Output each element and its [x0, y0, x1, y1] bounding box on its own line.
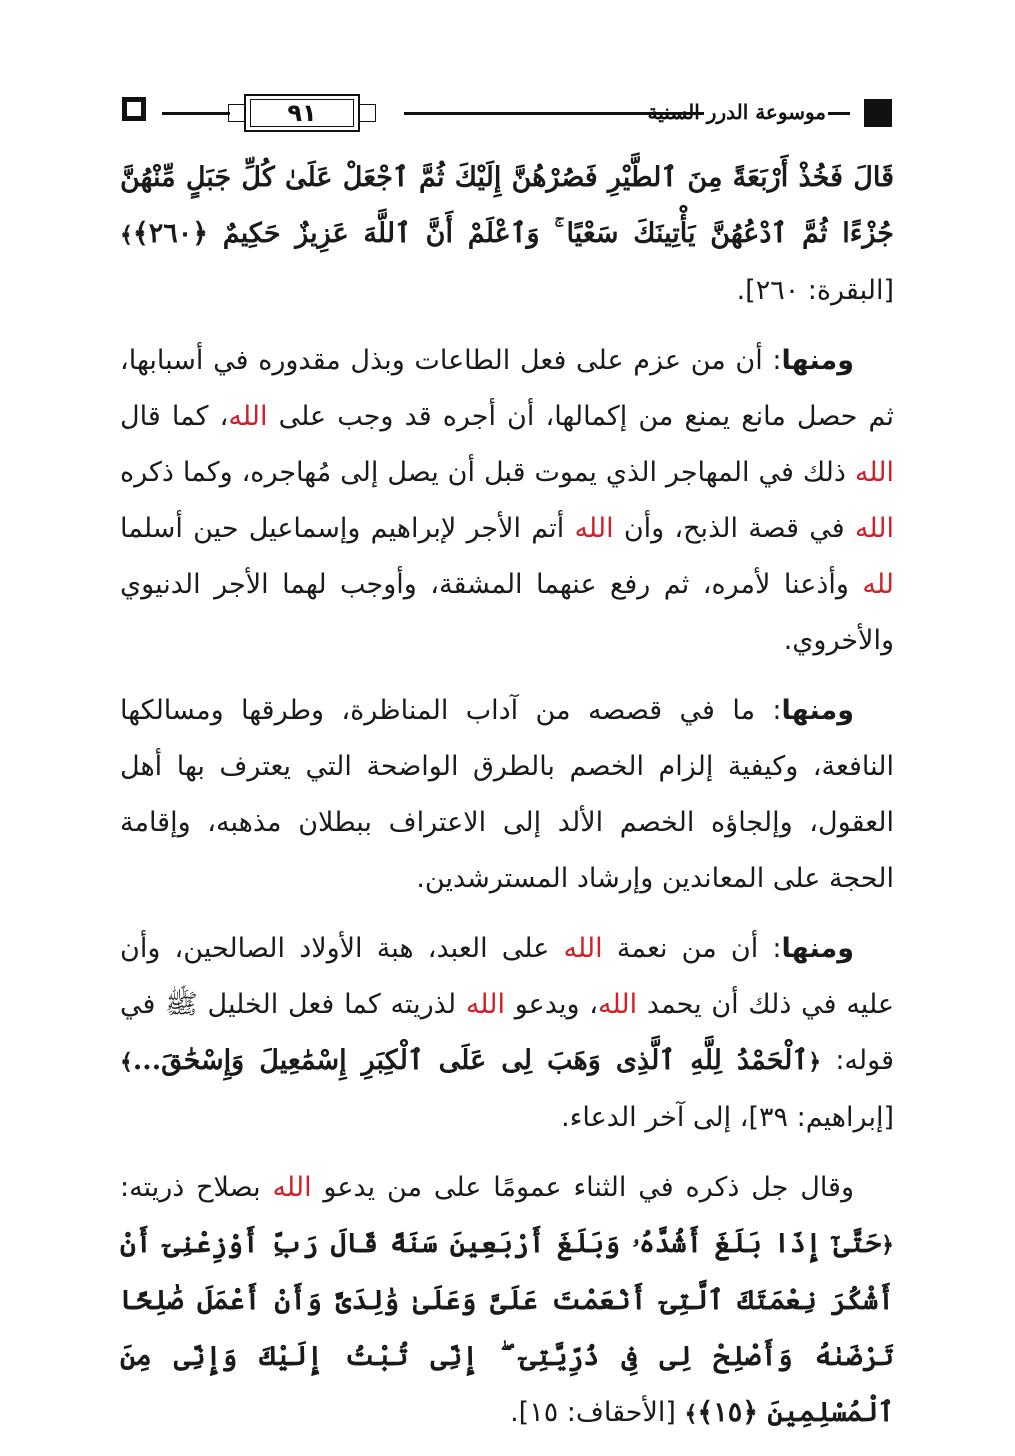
frame-knot-right-ornament: [358, 104, 376, 122]
divine-name: الله: [563, 933, 603, 964]
text-segment: وأذعنا لأمره، ثم رفع عنهما المشقة، وأوجب لهما الأجر الدنيوي والأخروي.: [120, 569, 894, 656]
header-rule-right: [828, 112, 850, 115]
verse-reference: [الأحقاف: ١٥].: [510, 1397, 685, 1428]
text-segment: أتم الأجر لإبراهيم وإسماعيل حين أسلما: [120, 513, 575, 544]
divine-name: الله: [574, 513, 614, 544]
page-content: [120, 150, 894, 1456]
page-number: ٩١: [287, 99, 317, 127]
text-segment: ذلك في المهاجر الذي يموت قبل أن يصل إلى مُهاجره، وكما ذكره: [120, 457, 855, 488]
text-segment: بصلاح ذريته:: [120, 1172, 273, 1203]
divine-name: الله: [597, 989, 638, 1020]
divine-name: الله: [228, 401, 268, 432]
quran-verse: قَالَ فَخُذْ أَرْبَعَةً مِنَ ٱلطَّيْرِ فَصُرْهُنَّ إِلَيْكَ ثُمَّ ٱجْعَلْ عَلَىٰ كُلِّ جَبَلٍ مِّنْهُنَّ جُزْءًا ثُمَّ ٱدْعُهُنَّ يَأْتِينَكَ سَعْيًا ۚ وَٱعْلَمْ أَنَّ ٱللَّهَ عَزِيزٌ حَكِيمٌ ﴿٢٦٠﴾: [120, 162, 894, 249]
text-segment: ، كما قال: [120, 401, 229, 432]
divine-name: الله: [272, 1172, 312, 1203]
page-number-frame: [226, 92, 378, 134]
quran-open-bracket: ﴿: [808, 1049, 822, 1075]
quran-open-bracket: ﴿: [881, 1232, 894, 1258]
text-segment: وقال جل ذكره في الثناء عمومًا على من يدعو: [311, 1172, 854, 1203]
page-header: [122, 92, 892, 136]
header-rule-left: [162, 112, 230, 115]
paragraph-intent-reward: [120, 333, 894, 669]
quran-verse: ٱلْحَمْدُ لِلَّهِ ٱلَّذِى وَهَبَ لِى عَلَى ٱلْكِبَرِ إِسْمَٰعِيلَ وَإِسْحَٰقَ...: [132, 1045, 809, 1076]
paragraph-debate-etiquette: [120, 683, 894, 907]
verse-reference: [إبراهيم: ٣٩]، إلى آخر الدعاء.: [561, 1102, 894, 1133]
quran-close-bracket: ﴾: [684, 1401, 698, 1427]
divine-name: لله: [862, 569, 894, 600]
paragraph-praise-prayer: [120, 1160, 894, 1442]
paragraph-lead: ومنها: [781, 933, 854, 964]
paragraph-quran-baqarah: [120, 150, 894, 319]
book-title: موسوعة الدرر السنية: [647, 100, 826, 124]
header-square-open-ornament: [122, 97, 146, 121]
quran-close-bracket: ﴾: [120, 1049, 133, 1075]
text-segment: ، ويدعو: [504, 989, 598, 1020]
text-segment: في قصة الذبح، وأن: [613, 513, 855, 544]
quran-close-bracket: ﴾: [120, 222, 133, 248]
text-segment: : أن من عزم على فعل الطاعات وبذل مقدوره في أسبابها، ثم حصل مانع يمنع من إكمالها، أن أجره قد وجب على: [120, 345, 894, 432]
quran-verse: حَتَّىٰٓ إِذَا بَلَغَ أَشُدَّهُۥ وَبَلَغَ أَرْبَعِينَ سَنَةً قَالَ رَبِّ أَوْزِعْنِىٓ أَنْ أَشْكُرَ نِعْمَتَكَ ٱلَّتِىٓ أَنْعَمْتَ عَلَىَّ وَعَلَىٰ وَٰلِدَىَّ وَأَنْ أَعْمَلَ صَٰلِحًا تَرْضَىٰهُ وَأَصْلِحْ لِى فِى ذُرِّيَّتِىٓ ۖ إِنِّى تُبْتُ إِلَيْكَ وَإِنِّى مِنَ ٱلْمُسْلِمِينَ ﴿١٥﴾: [120, 1228, 894, 1428]
divine-name: الله: [854, 513, 894, 544]
header-square-filled-ornament: [864, 99, 892, 127]
text-segment: : أن من نعمة: [602, 933, 782, 964]
text-segment: : ما في قصصه من آداب المناظرة، وطرقها ومسالكها النافعة، وكيفية إلزام الخصم بالطرق الواضحة التي يعترف بها أهل العقول، وإلجاؤه الخصم الألد إلى الاعتراف ببطلان مذهبه، وإقامة الحجة على المعاندين وإرشاد المسترشدين.: [120, 695, 894, 894]
verse-reference: [البقرة: ٢٦٠].: [736, 275, 894, 306]
divine-name: الله: [465, 989, 505, 1020]
text-segment: لذريته كما فعل الخليل ﷺ في قوله:: [120, 989, 894, 1076]
paragraph-righteous-children: [120, 921, 894, 1146]
divine-name: الله: [854, 457, 894, 488]
paragraph-lead: ومنها: [781, 695, 854, 726]
paragraph-lead: ومنها: [781, 345, 854, 376]
text-segment: على العبد، هبة الأولاد الصالحين، وأن عليه في ذلك أن يحمد: [120, 933, 895, 1020]
